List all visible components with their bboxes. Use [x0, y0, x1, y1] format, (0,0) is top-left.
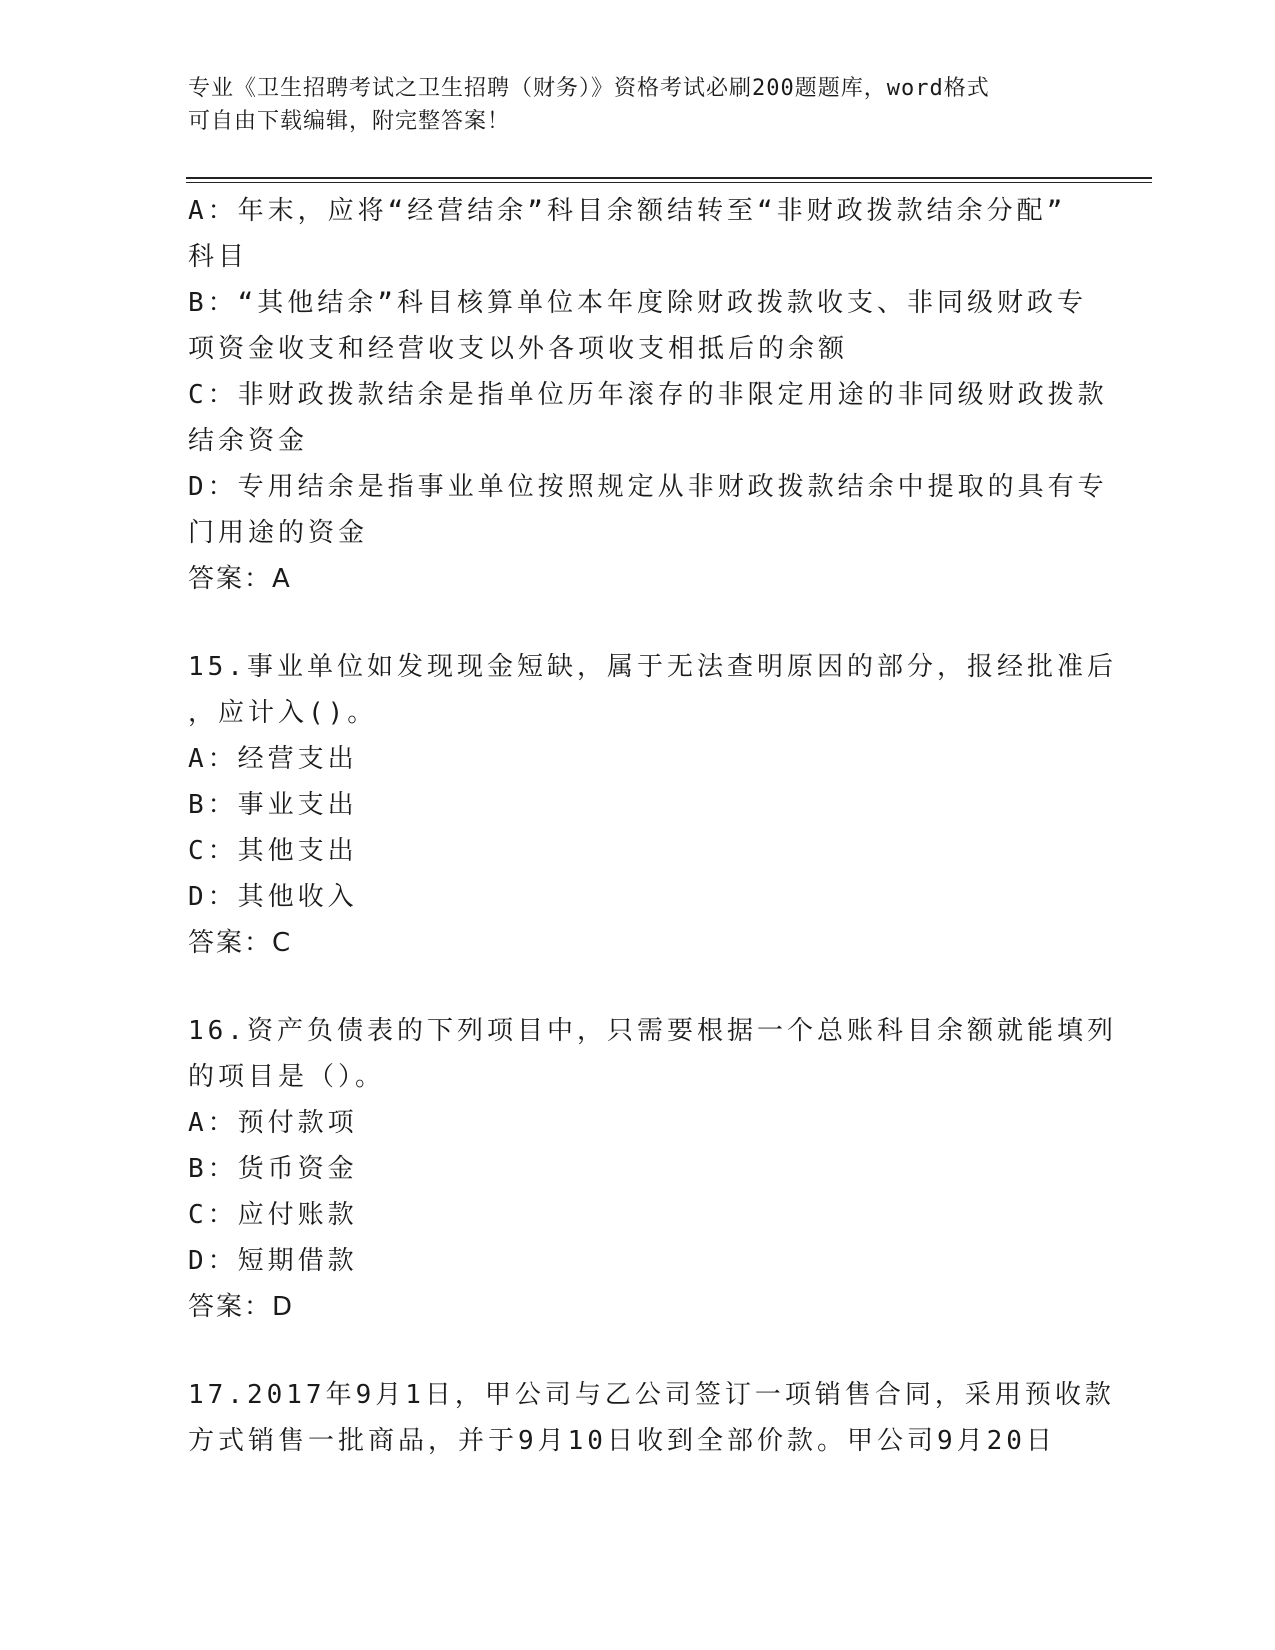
question-stem-line-1: 15.事业单位如发现现金短缺，属于无法查明原因的部分，报经批准后: [188, 652, 1117, 682]
option-c-line-1: C：非财政拨款结余是指单位历年滚存的非限定用途的非同级财政拨款: [188, 380, 1108, 410]
option-d-line-2: 门用途的资金: [188, 518, 369, 548]
option-c: C：其他支出: [188, 836, 358, 866]
option-b: B：事业支出: [188, 790, 358, 820]
question-content: [188, 188, 1117, 1464]
option-c-line-2: 结余资金: [188, 426, 309, 456]
question-stem-line-1: 17.2017年9月1日，甲公司与乙公司签订一项销售合同，采用预收款: [188, 1380, 1115, 1410]
option-b: B：货币资金: [188, 1154, 358, 1184]
option-d: D：其他收入: [188, 882, 358, 912]
answer-16: 答案：D: [188, 1292, 295, 1322]
header-divider-thick: [186, 177, 1152, 179]
header-divider-thin: [186, 182, 1152, 183]
answer-15: 答案：C: [188, 928, 293, 958]
option-a: A：预付款项: [188, 1108, 358, 1138]
option-d-line-1: D：专用结余是指事业单位按照规定从非财政拨款结余中提取的具有专: [188, 472, 1108, 502]
question-16: [188, 1008, 1117, 1330]
header-line-2: 可自由下载编辑，附完整答案！: [188, 109, 511, 134]
option-d: D：短期借款: [188, 1246, 358, 1276]
spacer: [188, 602, 1088, 644]
question-15: [188, 644, 1117, 966]
answer-14: 答案：A: [188, 564, 292, 594]
spacer: [188, 966, 1088, 1008]
question-17: [188, 1372, 1115, 1464]
document-header: [188, 72, 1068, 138]
option-c: C：应付账款: [188, 1200, 358, 1230]
option-b-line-2: 项资金收支和经营收支以外各项收支相抵后的余额: [188, 334, 849, 364]
question-stem-line-2: 的项目是（）。: [188, 1062, 386, 1092]
question-stem-line-2: ，应计入()。: [188, 698, 378, 728]
option-a: A：经营支出: [188, 744, 358, 774]
question-stem-line-1: 16.资产负债表的下列项目中，只需要根据一个总账科目余额就能填列: [188, 1016, 1117, 1046]
option-b-line-1: B：“其他结余”科目核算单位本年度除财政拨款收支、非同级财政专: [188, 288, 1087, 318]
option-a-line-1: A：年末，应将“经营结余”科目余额结转至“非财政拨款结余分配”: [188, 196, 1067, 226]
spacer: [188, 1330, 1088, 1372]
header-line-1: 专业《卫生招聘考试之卫生招聘（财务）》资格考试必刷200题题库，word格式: [188, 76, 990, 101]
question-14: [188, 188, 1108, 602]
question-stem-line-2: 方式销售一批商品，并于9月10日收到全部价款。甲公司9月20日: [188, 1426, 1056, 1456]
option-a-line-2: 科目: [188, 242, 249, 272]
